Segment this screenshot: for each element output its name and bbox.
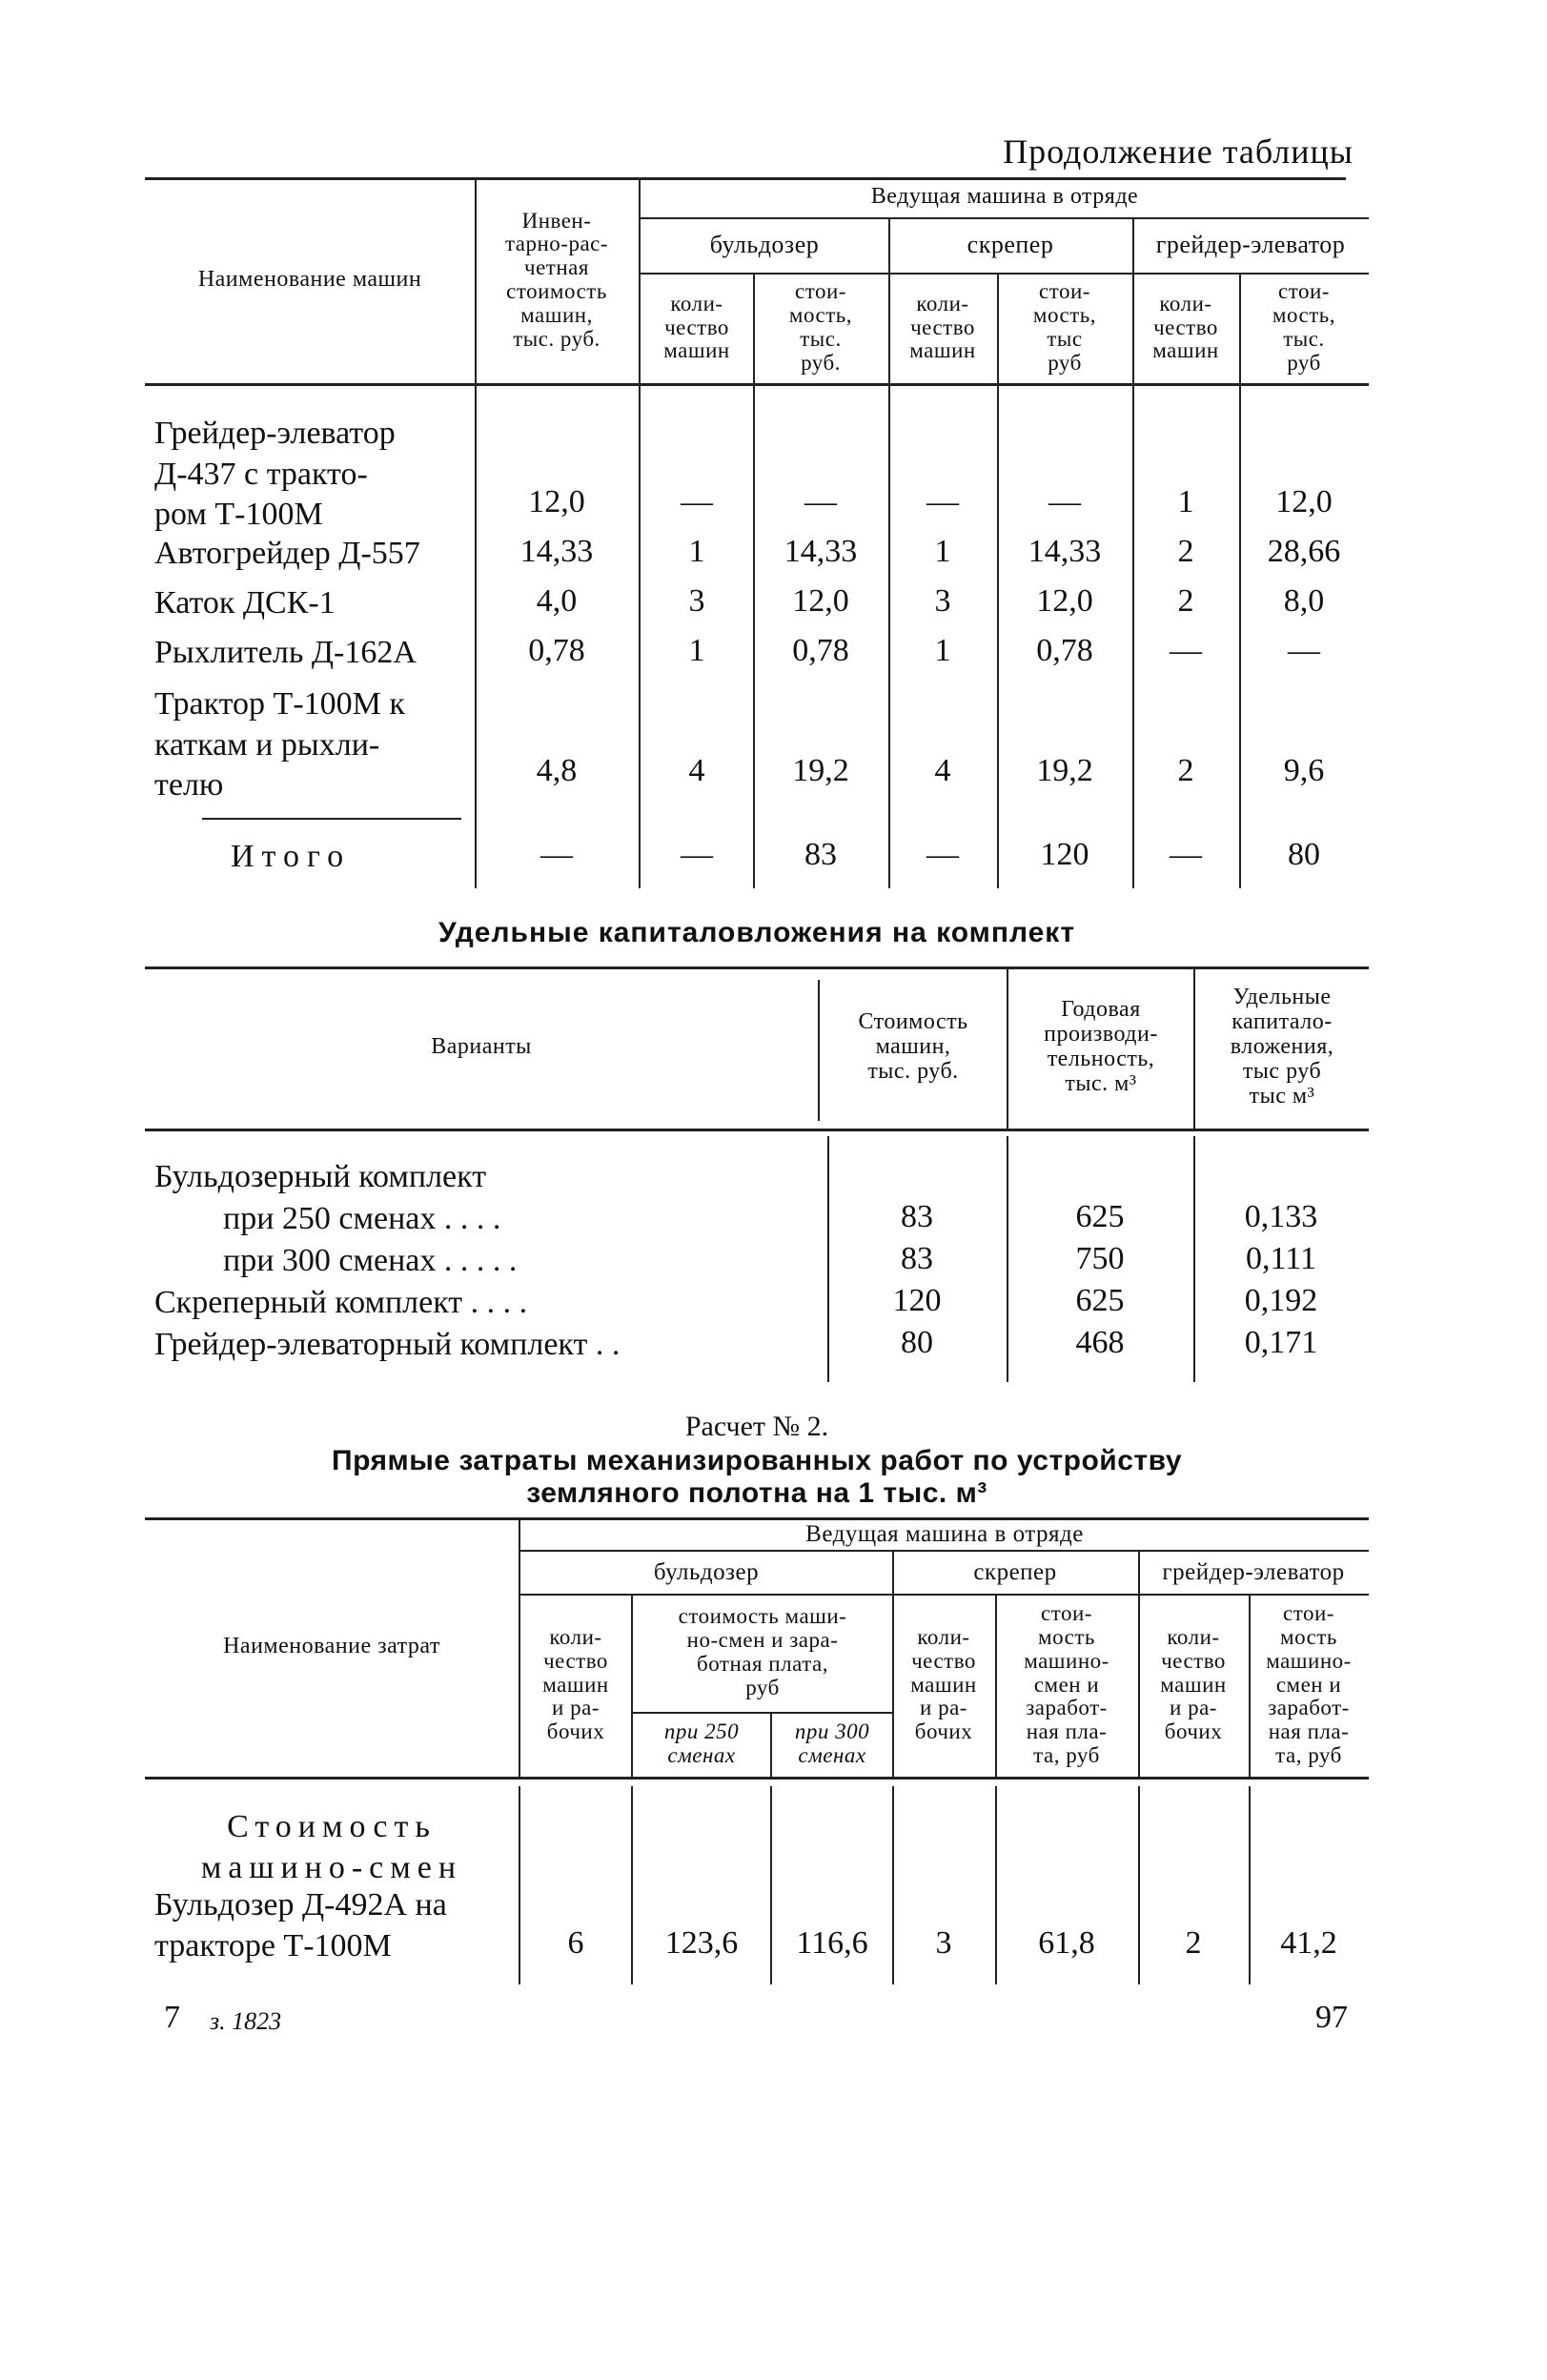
- cell: —: [1170, 633, 1202, 668]
- header-scraper: скрепер: [973, 1558, 1057, 1585]
- header-scraper: скрепер: [967, 230, 1054, 258]
- row-label: Бульдозерный комплект: [154, 1159, 487, 1194]
- header-qty-2: коли- чество машин и ра- бочих: [910, 1624, 977, 1744]
- row-label: Автогрейдер Д-557: [154, 536, 420, 571]
- cell: 0,171: [1244, 1325, 1318, 1360]
- cell: 2: [1177, 753, 1194, 788]
- header-cost-name: Наименование затрат: [223, 1634, 440, 1659]
- cell: 0,78: [528, 633, 585, 668]
- cell: 28,66: [1267, 534, 1341, 569]
- header-grader-elevator: грейдер-элеватор: [1162, 1558, 1345, 1585]
- cell: 3: [935, 1925, 952, 1961]
- cell: 83: [804, 837, 837, 872]
- header-qty-2: коли- чество машин: [909, 291, 976, 363]
- header-cost-3: стои- мость, тыс. руб: [1272, 279, 1336, 375]
- header-qty-1: коли- чество машин: [663, 291, 730, 363]
- cell: 8,0: [1283, 583, 1325, 619]
- cell: —: [1048, 484, 1081, 519]
- header-inventory-cost: Инвен- тарно-рас- четная стоимость машин, тыс. руб.: [504, 208, 609, 351]
- header-machine-cost: Стоимость машин, тыс. руб.: [858, 1009, 968, 1084]
- header-qty-3: коли- чество машин: [1152, 291, 1219, 363]
- cell: —: [926, 484, 959, 519]
- cell: 19,2: [1036, 753, 1093, 788]
- header-annual-productivity: Годовая производи- тельность, тыс. м³: [1044, 997, 1158, 1096]
- row-label: Скреперный комплект . . . .: [154, 1285, 528, 1320]
- cell: 4: [688, 753, 705, 788]
- cell: 625: [1075, 1283, 1125, 1318]
- order-number: з. 1823: [210, 2007, 282, 2035]
- header-variants: Варианты: [431, 1034, 532, 1060]
- cell: 1: [688, 633, 705, 668]
- header-cost-2: стои- мость, тыс руб: [1032, 279, 1097, 375]
- cell: 6: [567, 1925, 584, 1961]
- cell: 14,33: [1028, 534, 1102, 569]
- cell: 4,8: [536, 753, 578, 788]
- header-at-300: при 300 сменах: [794, 1719, 870, 1767]
- cell: —: [681, 837, 713, 872]
- cell: 123,6: [664, 1925, 739, 1961]
- cell: 83: [901, 1241, 933, 1276]
- header-specific-investment: Удельные капитало- вложения, тыс руб тыс м³: [1230, 985, 1334, 1109]
- cell: 83: [901, 1199, 933, 1234]
- cell: 19,2: [792, 753, 849, 788]
- cell: 12,0: [1036, 583, 1093, 619]
- header-dozer-cost: стоимость маши- но-смен и зара- ботная плата, руб: [678, 1604, 847, 1699]
- cell: 120: [1040, 837, 1089, 872]
- cell: 0,133: [1244, 1199, 1318, 1234]
- total-label: Итого: [231, 839, 352, 874]
- cell: —: [926, 837, 959, 872]
- header-machine-name: Наименование машин: [197, 267, 422, 293]
- cell: 2: [1177, 534, 1194, 569]
- cell: 61,8: [1038, 1925, 1095, 1961]
- cell: 0,111: [1246, 1241, 1316, 1276]
- cell: 0,78: [792, 633, 849, 668]
- header-bulldozer: бульдозер: [653, 1558, 760, 1585]
- table-2-title: Удельные капиталовложения на комплект: [438, 917, 1076, 948]
- cell: 2: [1177, 583, 1194, 619]
- page-number: 97: [1315, 2000, 1348, 2035]
- cell: 625: [1075, 1199, 1125, 1234]
- header-grader-elevator: грейдер-элеватор: [1155, 230, 1346, 258]
- cell: —: [681, 484, 713, 519]
- row-label: при 250 сменах . . . .: [223, 1201, 501, 1236]
- cell: 41,2: [1280, 1925, 1337, 1961]
- signature-number: 7: [164, 2000, 180, 2035]
- cell: 3: [688, 583, 705, 619]
- cell: 120: [892, 1283, 942, 1318]
- header-at-250: при 250 сменах: [663, 1719, 740, 1767]
- continuation-label: Продолжение таблицы: [1003, 132, 1354, 171]
- cell: 12,0: [1275, 484, 1333, 519]
- cell: 0,192: [1244, 1283, 1318, 1318]
- cell: —: [1288, 633, 1320, 668]
- cell: 80: [901, 1325, 933, 1360]
- cell: 116,6: [796, 1925, 868, 1961]
- cell: 1: [934, 633, 951, 668]
- cell: 12,0: [528, 484, 585, 519]
- calc-title: Прямые затраты механизированных работ по устройству земляного полотна на 1 тыс. м³: [332, 1445, 1182, 1509]
- cell: —: [540, 837, 573, 872]
- header-bulldozer: бульдозер: [709, 230, 820, 258]
- header-cost-1: стои- мость, тыс. руб.: [788, 279, 853, 375]
- row-label: при 300 сменах . . . . .: [223, 1243, 518, 1278]
- section-label: Стоимость машино-смен: [200, 1809, 463, 1885]
- cell: —: [804, 484, 837, 519]
- cell: 3: [934, 583, 951, 619]
- header-qty-3: коли- чество машин и ра- бочих: [1160, 1624, 1227, 1744]
- cell: 9,6: [1283, 753, 1325, 788]
- cell: 1: [1177, 484, 1194, 519]
- row-label: Грейдер-элеватор Д-437 с тракто- ром Т-100М: [154, 416, 396, 532]
- row-label: Трактор Т-100М к каткам и рыхли- телю: [154, 686, 405, 803]
- cell: 0,78: [1036, 633, 1093, 668]
- cell: —: [1170, 837, 1202, 872]
- cell: 2: [1185, 1925, 1202, 1961]
- row-label: Каток ДСК-1: [154, 585, 336, 620]
- header-cost-grader: стои- мость машино- смен и заработ- ная пла- та, руб: [1266, 1601, 1352, 1768]
- header-lead-machine: Ведущая машина в отряде: [870, 184, 1139, 210]
- header-cost-scraper: стои- мость машино- смен и заработ- ная пла- та, руб: [1024, 1601, 1109, 1768]
- cell: 80: [1288, 837, 1320, 872]
- row-label: Бульдозер Д-492А на тракторе Т-100М: [154, 1887, 447, 1963]
- cell: 12,0: [792, 583, 849, 619]
- row-label: Рыхлитель Д-162А: [154, 635, 417, 670]
- cell: 750: [1075, 1241, 1125, 1276]
- cell: 1: [934, 534, 951, 569]
- calc-number: Расчет № 2.: [684, 1411, 829, 1442]
- cell: 14,33: [784, 534, 858, 569]
- cell: 4: [934, 753, 951, 788]
- row-label: Грейдер-элеваторный комплект . .: [154, 1327, 621, 1362]
- cell: 14,33: [519, 534, 594, 569]
- cell: 468: [1075, 1325, 1125, 1360]
- header-qty-1: коли- чество машин и ра- бочих: [542, 1624, 609, 1744]
- header-lead-machine: Ведущая машина в отряде: [805, 1520, 1084, 1547]
- cell: 1: [688, 534, 705, 569]
- cell: 4,0: [536, 583, 578, 619]
